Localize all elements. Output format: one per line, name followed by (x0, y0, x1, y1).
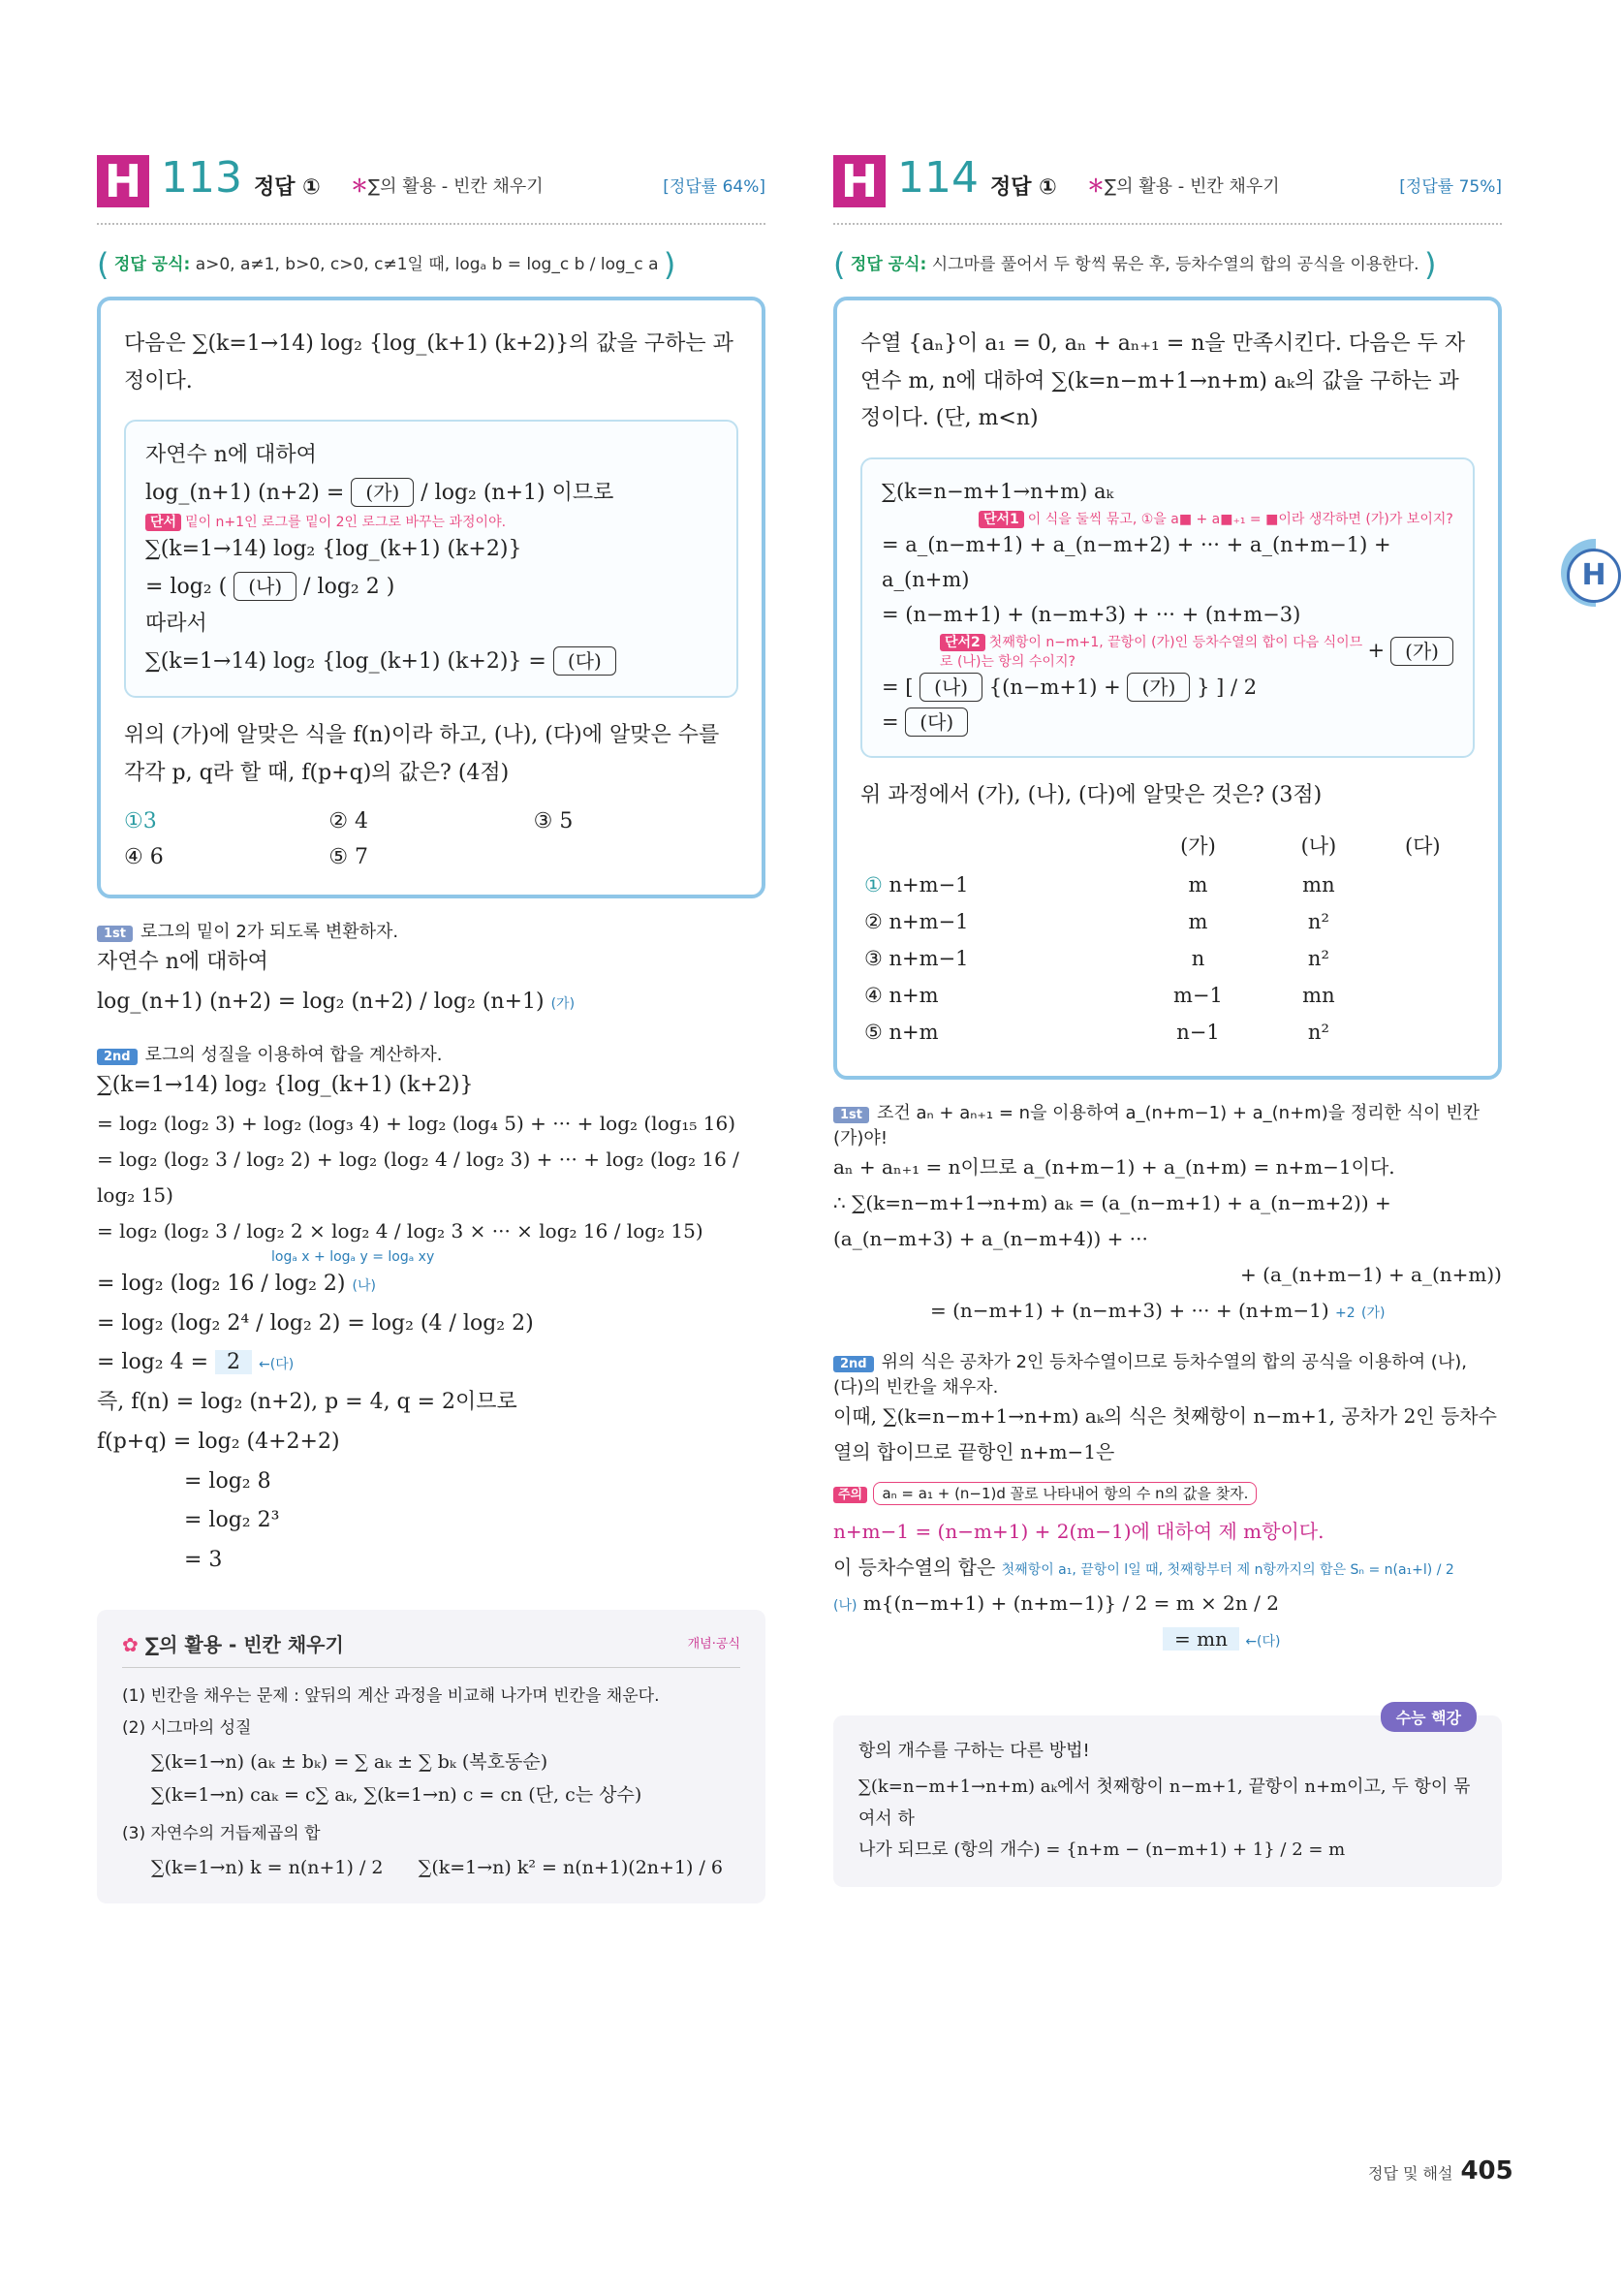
table-cell: n−1 (1176, 1021, 1220, 1045)
answer-label: 정답 ① (254, 175, 321, 200)
blank-ga: (가) (1390, 637, 1453, 666)
solution-line: = log₂ 8 (184, 1468, 271, 1494)
choice-5[interactable]: ⑤ 7 (328, 845, 369, 869)
tip-title: 항의 개수를 구하는 다른 방법! (858, 1741, 1090, 1762)
tip-line: ∑(k=n−m+1→n+m) aₖ에서 첫째항이 n−m+1, 끝항이 n+m이고, 두 항이 묶여서 하 (858, 1777, 1471, 1829)
concept-item: (2) 시그마의 성질 (122, 1717, 252, 1738)
table-cell: n (1191, 947, 1205, 971)
solution-line: = log₂ 4 = 2 ←(다) (97, 1350, 295, 1375)
tip-badge: 수능 핵강 (1381, 1702, 1477, 1732)
table-cell: mn (1302, 984, 1335, 1008)
tip-box (833, 1709, 1502, 1887)
solution-step-2: 2nd 위의 식은 공차가 2인 등차수열이므로 등차수열의 합의 공식을 이용하여 (나), (다)의 빈칸을 채우자. (833, 1352, 1467, 1399)
solution-line: = log₂ (log₂ 3 / log₂ 2) + log₂ (log₂ 4 / log₂ 3) + ··· + log₂ (log₂ 16 / log₂ 15) (97, 1148, 739, 1208)
table-cell: n² (1307, 947, 1329, 971)
solution-body-2 (97, 1066, 765, 1580)
section-side-tab[interactable] (1561, 539, 1606, 607)
solution-line: f(p+q) = log₂ (4+2+2) (97, 1429, 340, 1454)
table-head-cell: (나) (1300, 834, 1337, 859)
concept-formula: ∑(k=1→n) k = n(n+1) / 2 ∑(k=1→n) k² = n(n+1)(2n+1) / 6 (151, 1856, 724, 1878)
solution-line: ∑(k=1→14) log₂ {log_(k+1) (k+2)} (97, 1073, 474, 1098)
key-formula: ( 정답 공식: 시그마를 풀어서 두 항씩 묶은 후, 등차수열의 합의 공식을 이용한다. ) (833, 246, 1437, 283)
choice-1[interactable]: ①3 (124, 809, 157, 833)
solution-line: = log₂ (log₂ 3 / log₂ 2 × log₂ 4 / log₂ 3 × ··· × log₂ 16 / log₂ 15) (97, 1219, 703, 1243)
footer-label: 정답 및 해설 (1368, 2164, 1453, 2183)
topic-label: ＊∑의 활용 - 빈칸 채우기 (351, 176, 544, 197)
question-text: 위 과정에서 (가), (나), (다)에 알맞은 것은? (3점) (860, 782, 1323, 807)
correct-rate: [정답률 75%] (1399, 177, 1502, 197)
choice-4[interactable]: ④ 6 (124, 845, 164, 869)
table-cell: n+m (888, 1021, 939, 1045)
concept-item: (1) 빈칸을 채우는 문제 : 앞뒤의 계산 과정을 비교해 나가며 빈칸을 채운다. (122, 1685, 660, 1706)
problem-header (97, 155, 765, 225)
problem-113 (97, 155, 765, 1903)
blank-ga: (가) (351, 478, 414, 507)
table-row[interactable] (860, 866, 1475, 903)
proof-line: ∑(k=n−m+1→n+m) aₖ (882, 479, 1114, 503)
solution-line: + (a_(n+m−1) + a_(n+m)) (1240, 1263, 1502, 1287)
problem-box (97, 297, 765, 898)
solution-line: log_(n+1) (n+2) = log₂ (n+2) / log₂ (n+1) (가) (97, 989, 576, 1014)
choice-number: ④ (864, 984, 883, 1008)
blank-na: (나) (234, 572, 296, 601)
choice-3[interactable]: ③ 5 (533, 809, 574, 833)
table-row[interactable] (860, 903, 1475, 940)
section-tab-label: H (1567, 549, 1621, 603)
table-cell: n² (1307, 1021, 1329, 1045)
solution-body-2 (833, 1399, 1502, 1657)
proof-line: 따라서 (145, 612, 207, 636)
table-cell: n² (1307, 910, 1329, 934)
solution-step-1: 1st 로그의 밑이 2가 되도록 변환하자. (97, 918, 765, 943)
solution-line: = log₂ (log₂ 2⁴ / log₂ 2) = log₂ (4 / log₂ 2) (97, 1310, 534, 1336)
key-formula: ( 정답 공식: a>0, a≠1, b>0, c>0, c≠1일 때, logₐ b = log_c b / log_c a ) (97, 246, 676, 283)
table-cell: m−1 (1173, 984, 1223, 1008)
tip-line: 나가 되므로 (항의 개수) = {n+m − (n−m+1) + 1} / 2 = m (858, 1839, 1346, 1860)
solution-line: 이 등차수열의 합은 첫째항이 a₁, 끝항이 l일 때, 첫째항부터 제 n항까지의 합은 Sₙ = n(a₁+l) / 2 (833, 1556, 1454, 1580)
table-cell: n+m−1 (888, 910, 969, 934)
solution-line: aₙ + aₙ₊₁ = n이므로 a_(n+m−1) + a_(n+m) = n+m−1이다. (833, 1155, 1395, 1179)
solution-line: = (n−m+1) + (n−m+3) + ··· + (n+m−1) +2 (가) (930, 1299, 1386, 1323)
section-badge: H (97, 155, 149, 207)
problem-number: 114 (897, 153, 979, 203)
solution-body-1 (97, 943, 765, 1022)
proof-line: ∑(k=1→14) log₂ {log_(k+1) (k+2)} = (다) (145, 644, 717, 681)
table-head-cell (860, 824, 1130, 866)
page-footer (1368, 2156, 1513, 2186)
hint-note: 단서 밑이 n+1인 로그를 밑이 2인 로그로 바꾸는 과정이야. (145, 512, 717, 531)
proof-line: = [ (나) {(n−m+1) + (가) } ] / 2 (882, 671, 1453, 706)
blank-da: (다) (905, 708, 968, 737)
hint-note: 단서2 첫째항이 n−m+1, 끝항이 (가)인 등차수열의 합이 다음 식이므로 (나)는 항의 수이지? (940, 635, 1363, 671)
table-cell: m (1188, 910, 1208, 934)
problem-statement: 다음은 ∑(k=1→14) log₂ {log_(k+1) (k+2)}의 값을 구하는 과정이다. (124, 331, 733, 393)
solution-body-1 (833, 1149, 1502, 1329)
solution-line: = mn ←(다) (833, 1621, 1502, 1657)
solution-line: = 3 (184, 1547, 223, 1572)
problem-114 (833, 155, 1502, 1887)
page-number: 405 (1460, 2156, 1513, 2186)
warning-note: 주의 aₙ = a₁ + (n−1)d 꼴로 나타내어 항의 수 n의 값을 찾자. (833, 1474, 1502, 1510)
proof-process (860, 457, 1475, 758)
solution-line: = log₂ (log₂ 16 / log₂ 2) (나) (97, 1272, 376, 1297)
concept-title: ✿ ∑의 활용 - 빈칸 채우기 개념·공식 (122, 1629, 740, 1668)
question-text: 위의 (가)에 알맞은 식을 f(n)이라 하고, (나), (다)에 알맞은 수를 각각 p, q라 할 때, f(p+q)의 값은? (4점) (124, 723, 720, 785)
table-row[interactable] (860, 940, 1475, 977)
choice-number: ③ (864, 947, 883, 971)
proof-line: log_(n+1) (n+2) = (가) / log₂ (n+1) 이므로 (145, 475, 717, 513)
table-cell: m (1188, 873, 1208, 897)
concept-box (97, 1610, 765, 1904)
blank-na: (나) (920, 673, 982, 702)
answer-choices (124, 809, 738, 869)
blank-da: (다) (553, 646, 616, 676)
section-badge: H (833, 155, 886, 207)
answer-label: 정답 ① (990, 175, 1057, 200)
solution-step-1: 1st 조건 aₙ + aₙ₊₁ = n을 이용하여 a_(n+m−1) + a_(n+m)을 정리한 식이 빈칸 (가)야! (833, 1103, 1480, 1149)
proof-line: = (다) (882, 706, 1453, 740)
answer-table (860, 824, 1475, 1051)
table-cell: n+m−1 (888, 947, 969, 971)
solution-line: = log₂ (log₂ 3) + log₂ (log₃ 4) + log₂ (log₄ 5) + ··· + log₂ (log₁₅ 16) (97, 1112, 736, 1136)
problem-number: 113 (161, 153, 242, 203)
solution-line: = log₂ 2³ (184, 1508, 280, 1533)
table-row[interactable] (860, 977, 1475, 1014)
solution-step-2: 2nd 로그의 성질을 이용하여 합을 계산하자. (97, 1041, 765, 1066)
solution-line: 이때, ∑(k=n−m+1→n+m) aₖ의 식은 첫째항이 n−m+1, 공차가 2인 등차수열의 합이므로 끝항인 n+m−1은 (833, 1404, 1497, 1464)
sum-formula-note: 첫째항이 a₁, 끝항이 l일 때, 첫째항부터 제 n항까지의 합은 Sₙ = n(a₁+l) / 2 (1001, 1562, 1454, 1579)
problem-header (833, 155, 1502, 225)
concept-formula: ∑(k=1→n) (aₖ ± bₖ) = ∑ aₖ ± ∑ bₖ (복호동순) (151, 1750, 548, 1773)
solution-line: (나) m{(n−m+1) + (n+m−1)} / 2 = m × 2n / 2 (833, 1591, 1279, 1616)
concept-formula: ∑(k=1→n) caₖ = c∑ aₖ, ∑(k=1→n) c = cn (단, c는 상수) (151, 1783, 642, 1806)
log-rule-note: logₐ x + logₐ y = logₐ xy (271, 1249, 435, 1266)
solution-line: ∴ ∑(k=n−m+1→n+m) aₖ = (a_(n−m+1) + a_(n−m+2)) + (a_(n−m+3) + a_(n−m+4)) + ··· (833, 1191, 1391, 1251)
table-row[interactable] (860, 1014, 1475, 1051)
solution-line: n+m−1 = (n−m+1) + 2(m−1)에 대하여 제 m항이다. (833, 1520, 1325, 1544)
proof-line: 단서2 첫째항이 n−m+1, 끝항이 (가)인 등차수열의 합이 다음 식이므로 (나)는 항의 수이지? + (가) (882, 632, 1453, 671)
choice-2[interactable]: ② 4 (328, 809, 369, 833)
table-head-cell: (다) (1404, 834, 1441, 859)
choice-number: ⑤ (864, 1021, 883, 1045)
table-cell: mn (1302, 873, 1335, 897)
choice-number: ② (864, 910, 883, 934)
solution-line: 자연수 n에 대하여 (97, 950, 268, 974)
table-header (860, 824, 1475, 866)
table-cell: n+m (888, 984, 939, 1008)
blank-ga-2: (가) (1127, 673, 1190, 702)
proof-line: ∑(k=1→14) log₂ {log_(k+1) (k+2)} (145, 537, 522, 561)
proof-line: = a_(n−m+1) + a_(n−m+2) + ··· + a_(n+m−1) + a_(n+m) (882, 533, 1391, 591)
hint-note: 단서1 이 식을 둘씩 묶고, ①을 a■ + a■₊₁ = ■이라 생각하면 (가)가 보이지? (882, 509, 1453, 528)
correct-rate: [정답률 64%] (663, 177, 765, 197)
table-cell: n+m−1 (888, 873, 969, 897)
proof-line: = log₂ ( (나) / log₂ 2 ) (145, 569, 717, 607)
problem-statement: 수열 {aₙ}이 a₁ = 0, aₙ + aₙ₊₁ = n을 만족시킨다. 다음은 두 자연수 m, n에 대하여 ∑(k=n−m+1→n+m) aₖ의 값을 구하는 과정이다. (단, m<n) (860, 331, 1466, 430)
proof-process (124, 420, 738, 698)
proof-line: = (n−m+1) + (n−m+3) + ··· + (n+m−3) (882, 602, 1301, 626)
proof-line: 자연수 n에 대하여 (145, 443, 317, 467)
choice-number: ① (864, 873, 883, 897)
problem-box (833, 297, 1502, 1080)
solution-line: 즉, f(n) = log₂ (n+2), p = 4, q = 2이므로 (97, 1390, 517, 1415)
concept-item: (3) 자연수의 거듭제곱의 합 (122, 1823, 321, 1843)
topic-label: ＊∑의 활용 - 빈칸 채우기 (1087, 176, 1280, 197)
table-head-cell: (가) (1180, 834, 1216, 859)
